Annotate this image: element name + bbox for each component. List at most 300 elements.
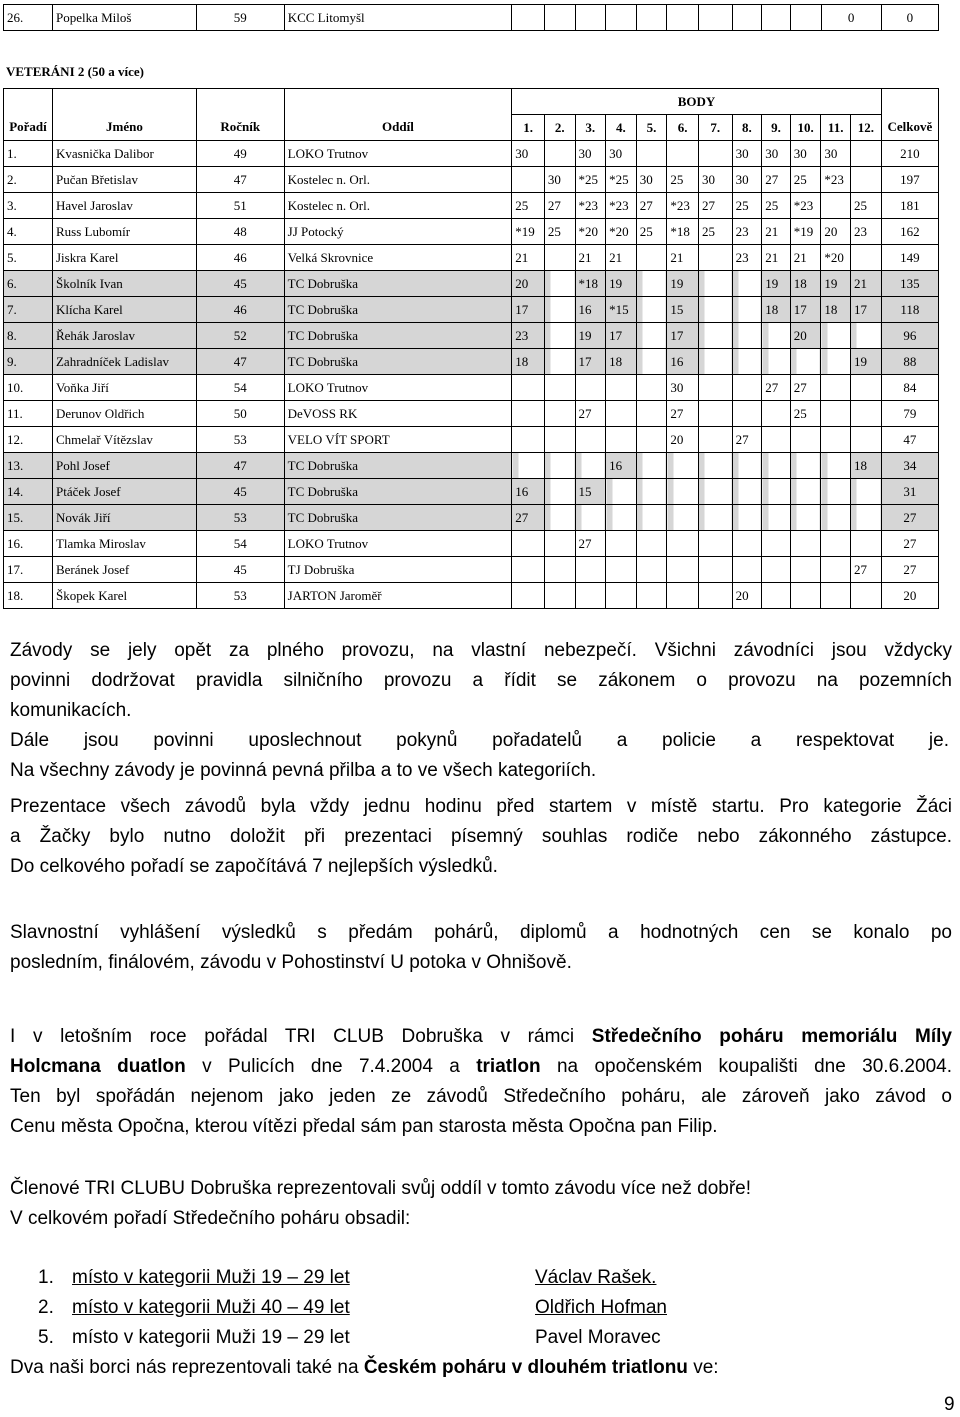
- cell-poradi: 18.: [4, 583, 53, 609]
- cell-celkem: 34: [881, 453, 938, 479]
- cell-oddil: TC Dobruška: [284, 323, 512, 349]
- cell-oddil: KCC Litomyšl: [284, 5, 512, 31]
- cell-points: [732, 375, 762, 401]
- category-title: VETERÁNI 2 (50 a více): [6, 64, 144, 79]
- cell-points: [698, 349, 732, 375]
- cell-points: 30: [575, 141, 606, 167]
- cell-points: [732, 5, 762, 31]
- table-row: [4, 297, 939, 323]
- cell-points: [732, 271, 762, 297]
- cell-jmeno: Pučan Břetislav: [52, 167, 196, 193]
- cell-celkem: 210: [881, 141, 938, 167]
- cell-points: [699, 5, 733, 31]
- cell-points: [790, 5, 821, 31]
- cell-poradi: 13.: [4, 453, 53, 479]
- cell-jmeno: Russ Lubomír: [52, 219, 196, 245]
- cell-points: 19: [575, 323, 606, 349]
- cell-celkem: 197: [881, 167, 938, 193]
- cell-jmeno: Ptáček Josef: [52, 479, 196, 505]
- table-header-top: [4, 89, 939, 115]
- table-row: [4, 427, 939, 453]
- table-row: [4, 323, 939, 349]
- cell-oddil: LOKO Trutnov: [284, 141, 512, 167]
- header-spacer: [284, 89, 512, 115]
- table-row: [4, 193, 939, 219]
- text-bold: Holcmana duatlon: [10, 1056, 186, 1077]
- cell-oddil: DeVOSS RK: [284, 401, 512, 427]
- column-header: 4.: [606, 115, 637, 141]
- cell-points: 0: [821, 5, 881, 31]
- cell-points: 19: [821, 271, 851, 297]
- cell-oddil: TC Dobruška: [284, 297, 512, 323]
- cell-points: [698, 271, 732, 297]
- cell-points: [732, 505, 762, 531]
- cell-points: 30: [606, 141, 637, 167]
- cell-rocnik: 48: [196, 219, 284, 245]
- cell-points: [698, 245, 732, 271]
- cell-points: [636, 401, 667, 427]
- cell-rocnik: 45: [196, 557, 284, 583]
- cell-points: [544, 375, 575, 401]
- cell-points: [606, 505, 637, 531]
- cell-rocnik: 51: [196, 193, 284, 219]
- cell-points: [698, 557, 732, 583]
- cell-points: [544, 557, 575, 583]
- cell-oddil: TC Dobruška: [284, 271, 512, 297]
- cell-points: 30: [732, 167, 762, 193]
- cell-celkem: 20: [881, 583, 938, 609]
- cell-points: 27: [850, 557, 881, 583]
- cell-points: [544, 349, 575, 375]
- cell-celkem: 135: [881, 271, 938, 297]
- cell-celkem: 118: [881, 297, 938, 323]
- body-title: BODY: [512, 89, 881, 115]
- table-row: [4, 271, 939, 297]
- cell-points: 20: [821, 219, 851, 245]
- cell-rocnik: 45: [196, 271, 284, 297]
- cell-points: [512, 531, 545, 557]
- cell-points: 30: [636, 167, 667, 193]
- cell-oddil: LOKO Trutnov: [284, 375, 512, 401]
- cell-jmeno: Voňka Jiří: [52, 375, 196, 401]
- cell-rocnik: 52: [196, 323, 284, 349]
- cell-points: [606, 583, 637, 609]
- cell-points: [790, 531, 821, 557]
- cell-rocnik: 53: [196, 583, 284, 609]
- list-category: místo v kategorii Muži 40 – 49 let: [72, 1297, 350, 1318]
- list-number: 1.: [38, 1267, 54, 1288]
- cell-points: [575, 557, 606, 583]
- cell-points: 27: [762, 167, 791, 193]
- cell-points: [821, 193, 851, 219]
- cell-points: 25: [762, 193, 791, 219]
- table-row: [4, 167, 939, 193]
- table-row: [4, 583, 939, 609]
- cell-points: [667, 531, 699, 557]
- cell-points: 27: [790, 375, 821, 401]
- cell-points: 30: [698, 167, 732, 193]
- paragraph-rules: [10, 636, 952, 786]
- cell-oddil: LOKO Trutnov: [284, 531, 512, 557]
- cell-points: [698, 479, 732, 505]
- column-header: 2.: [544, 115, 575, 141]
- column-header: 1.: [512, 115, 545, 141]
- cell-celkem: 27: [881, 505, 938, 531]
- cell-points: [512, 427, 545, 453]
- cell-points: [762, 453, 791, 479]
- cell-points: 20: [790, 323, 821, 349]
- cell-points: [698, 453, 732, 479]
- cell-points: [821, 479, 851, 505]
- cell-points: [732, 401, 762, 427]
- cell-points: [821, 427, 851, 453]
- list-item: [38, 1323, 938, 1353]
- cell-points: [850, 531, 881, 557]
- cell-points: [636, 323, 667, 349]
- cell-oddil: Kostelec n. Orl.: [284, 193, 512, 219]
- text-line: posledním, finálovém, závodu v Pohostinství U potoka v Ohnišově.: [10, 952, 572, 973]
- cell-oddil: TC Dobruška: [284, 453, 512, 479]
- cell-points: [732, 531, 762, 557]
- cell-points: [850, 401, 881, 427]
- cell-points: 17: [512, 297, 545, 323]
- cell-points: [544, 583, 575, 609]
- placements-list: [38, 1263, 938, 1353]
- cell-points: 18: [790, 271, 821, 297]
- cell-rocnik: 47: [196, 349, 284, 375]
- cell-points: [636, 141, 667, 167]
- cell-oddil: TC Dobruška: [284, 505, 512, 531]
- cell-points: [850, 583, 881, 609]
- cell-points: [636, 479, 667, 505]
- cell-points: 27: [575, 401, 606, 427]
- cell-points: [698, 141, 732, 167]
- cell-points: [821, 401, 851, 427]
- text-span: Dva naši borci nás reprezentovali také na: [10, 1357, 364, 1378]
- cell-jmeno: Škopek Karel: [52, 583, 196, 609]
- text-line: Prezentace všech závodů byla vždy jednu hodinu před startem v místě startu. Pro kategorie Žáci: [10, 796, 952, 817]
- cell-points: [636, 557, 667, 583]
- cell-points: [698, 375, 732, 401]
- cell-points: 21: [512, 245, 545, 271]
- header-spacer: [4, 89, 53, 115]
- cell-points: 19: [850, 349, 881, 375]
- cell-poradi: 2.: [4, 167, 53, 193]
- table-row: [4, 531, 939, 557]
- table-row: [4, 505, 939, 531]
- column-header: 7.: [698, 115, 732, 141]
- cell-points: 18: [762, 297, 791, 323]
- cell-points: [732, 557, 762, 583]
- cell-points: *23: [821, 167, 851, 193]
- cell-oddil: TC Dobruška: [284, 479, 512, 505]
- cell-points: 27: [698, 193, 732, 219]
- cell-points: [732, 323, 762, 349]
- cell-points: [790, 557, 821, 583]
- cell-poradi: 7.: [4, 297, 53, 323]
- cell-points: *23: [575, 193, 606, 219]
- cell-points: 27: [575, 531, 606, 557]
- cell-points: [732, 453, 762, 479]
- text-line: komunikacích.: [10, 700, 132, 721]
- cell-points: 25: [667, 167, 699, 193]
- cell-points: [850, 479, 881, 505]
- cell-celkem: 31: [881, 479, 938, 505]
- cell-points: *23: [667, 193, 699, 219]
- cell-points: [544, 323, 575, 349]
- cell-points: [790, 349, 821, 375]
- list-item: [38, 1263, 938, 1293]
- cell-points: 30: [512, 141, 545, 167]
- cell-points: [790, 427, 821, 453]
- cell-poradi: 1.: [4, 141, 53, 167]
- cell-points: [575, 583, 606, 609]
- cell-points: 25: [544, 219, 575, 245]
- header-spacer: [881, 89, 938, 115]
- list-category: místo v kategorii Muži 19 – 29 let: [72, 1327, 350, 1348]
- text-line: [10, 1022, 952, 1052]
- cell-points: *19: [512, 219, 545, 245]
- cell-points: 27: [544, 193, 575, 219]
- cell-rocnik: 49: [196, 141, 284, 167]
- cell-points: [698, 531, 732, 557]
- cell-points: [821, 375, 851, 401]
- cell-poradi: 6.: [4, 271, 53, 297]
- text-line: [10, 1052, 952, 1082]
- cell-points: 25: [512, 193, 545, 219]
- column-header: Ročník: [196, 115, 284, 141]
- cell-points: 18: [850, 453, 881, 479]
- cell-points: 17: [790, 297, 821, 323]
- cell-points: 30: [544, 167, 575, 193]
- cell-points: 25: [698, 219, 732, 245]
- cell-jmeno: Jiskra Karel: [52, 245, 196, 271]
- cell-points: [850, 141, 881, 167]
- table-header: [4, 115, 939, 141]
- cell-points: [790, 505, 821, 531]
- cell-poradi: 14.: [4, 479, 53, 505]
- cell-celkem: 0: [881, 5, 938, 31]
- cell-points: [544, 531, 575, 557]
- cell-points: 17: [850, 297, 881, 323]
- results-table: [3, 88, 939, 609]
- cell-oddil: JARTON Jaroměř: [284, 583, 512, 609]
- cell-points: 19: [762, 271, 791, 297]
- cell-points: [850, 323, 881, 349]
- cell-points: [512, 375, 545, 401]
- cell-celkem: 88: [881, 349, 938, 375]
- column-header: 9.: [762, 115, 791, 141]
- cell-points: 25: [790, 401, 821, 427]
- cell-points: 21: [790, 245, 821, 271]
- table-row: [4, 479, 939, 505]
- table-row: [4, 453, 939, 479]
- cell-points: 17: [606, 323, 637, 349]
- cell-points: *15: [606, 297, 637, 323]
- cell-points: 21: [762, 219, 791, 245]
- cell-points: [790, 479, 821, 505]
- text-line: Dále jsou povinni uposlechnout pokynů pořadatelů a policie a respektovat je.: [10, 730, 949, 751]
- cell-poradi: 8.: [4, 323, 53, 349]
- cell-points: 27: [732, 427, 762, 453]
- cell-points: 21: [575, 245, 606, 271]
- table-row: [4, 557, 939, 583]
- cell-poradi: 16.: [4, 531, 53, 557]
- cell-points: 16: [512, 479, 545, 505]
- paragraph-organizer: [10, 1022, 952, 1142]
- cell-points: *19: [790, 219, 821, 245]
- text-line: Do celkového pořadí se započítává 7 nejlepších výsledků.: [10, 856, 498, 877]
- list-athlete: Oldřich Hofman: [535, 1297, 667, 1318]
- cell-points: [732, 297, 762, 323]
- cell-points: [606, 557, 637, 583]
- cell-points: 23: [732, 219, 762, 245]
- cell-celkem: 96: [881, 323, 938, 349]
- cell-points: [732, 479, 762, 505]
- cell-points: [606, 427, 637, 453]
- cell-poradi: 3.: [4, 193, 53, 219]
- text-span: ve:: [687, 1357, 719, 1378]
- cell-points: 18: [821, 297, 851, 323]
- table-row: [4, 5, 939, 31]
- text-line: Členové TRI CLUBU Dobruška reprezentovali svůj oddíl v tomto závodu více než dobře!: [10, 1178, 752, 1199]
- cell-jmeno: Klícha Karel: [52, 297, 196, 323]
- cell-jmeno: Beránek Josef: [52, 557, 196, 583]
- table-row: [4, 141, 939, 167]
- column-header: 3.: [575, 115, 606, 141]
- cell-celkem: 84: [881, 375, 938, 401]
- text-line: Na všechny závody je povinná pevná přilba a to ve všech kategoriích.: [10, 760, 597, 781]
- cell-points: 25: [850, 193, 881, 219]
- cell-points: 30: [732, 141, 762, 167]
- text-span: v Pulicích dne 7.4.2004 a: [185, 1056, 477, 1077]
- cell-points: 21: [850, 271, 881, 297]
- cell-jmeno: Zahradníček Ladislav: [52, 349, 196, 375]
- cell-points: [821, 505, 851, 531]
- cell-points: [850, 427, 881, 453]
- cell-points: [636, 271, 667, 297]
- text-line: Cenu města Opočna, kterou vítězi předal sám pan starosta města Opočna pan Filip.: [10, 1116, 718, 1137]
- previous-category-last-row: [3, 4, 939, 31]
- cell-points: 20: [667, 427, 699, 453]
- cell-points: [762, 583, 791, 609]
- column-header: Oddíl: [284, 115, 512, 141]
- cell-points: *20: [606, 219, 637, 245]
- cell-points: 27: [636, 193, 667, 219]
- cell-rocnik: 47: [196, 453, 284, 479]
- text-bold: Středečního poháru memoriálu Míly: [591, 1026, 952, 1047]
- cell-celkem: 162: [881, 219, 938, 245]
- cell-poradi: 11.: [4, 401, 53, 427]
- paragraph-long-triathlon: [10, 1353, 952, 1383]
- cell-points: [544, 245, 575, 271]
- cell-celkem: 149: [881, 245, 938, 271]
- cell-points: [575, 375, 606, 401]
- cell-points: [667, 505, 699, 531]
- cell-points: [512, 167, 545, 193]
- cell-points: [667, 453, 699, 479]
- cell-oddil: TJ Dobruška: [284, 557, 512, 583]
- cell-points: [821, 531, 851, 557]
- cell-points: [667, 5, 699, 31]
- cell-points: 25: [636, 219, 667, 245]
- paragraph-registration: [10, 792, 952, 882]
- column-header: 6.: [667, 115, 699, 141]
- text-line: [10, 1353, 952, 1383]
- cell-points: [575, 427, 606, 453]
- cell-jmeno: Pohl Josef: [52, 453, 196, 479]
- cell-celkem: 181: [881, 193, 938, 219]
- cell-rocnik: 46: [196, 297, 284, 323]
- cell-points: *20: [575, 219, 606, 245]
- cell-points: [850, 167, 881, 193]
- cell-points: [636, 349, 667, 375]
- cell-rocnik: 54: [196, 531, 284, 557]
- column-header: 10.: [790, 115, 821, 141]
- cell-poradi: 4.: [4, 219, 53, 245]
- cell-points: [544, 453, 575, 479]
- cell-points: 23: [850, 219, 881, 245]
- cell-points: 23: [732, 245, 762, 271]
- cell-points: [850, 375, 881, 401]
- list-number: 2.: [38, 1297, 54, 1318]
- cell-points: [698, 583, 732, 609]
- column-header: Celkově: [881, 115, 938, 141]
- cell-points: [762, 323, 791, 349]
- cell-rocnik: 54: [196, 375, 284, 401]
- list-item: [38, 1293, 938, 1323]
- cell-jmeno: Havel Jaroslav: [52, 193, 196, 219]
- cell-points: 25: [732, 193, 762, 219]
- cell-points: 16: [575, 297, 606, 323]
- cell-points: [790, 583, 821, 609]
- cell-poradi: 26.: [4, 5, 53, 31]
- text-line: Ten byl spořádán nejenom jako jeden ze závodů Středečního poháru, ale zároveň jako závod o: [10, 1086, 952, 1107]
- cell-points: [636, 375, 667, 401]
- cell-points: 21: [667, 245, 699, 271]
- cell-points: [544, 427, 575, 453]
- list-athlete: Pavel Moravec: [535, 1327, 661, 1348]
- paragraph-ceremony: [10, 918, 952, 978]
- cell-points: [544, 5, 575, 31]
- cell-points: *25: [606, 167, 637, 193]
- cell-points: [544, 297, 575, 323]
- cell-points: [698, 505, 732, 531]
- cell-points: [544, 479, 575, 505]
- cell-points: [606, 531, 637, 557]
- cell-rocnik: 50: [196, 401, 284, 427]
- table-row: [4, 245, 939, 271]
- cell-poradi: 10.: [4, 375, 53, 401]
- cell-points: [575, 453, 606, 479]
- cell-points: [544, 271, 575, 297]
- cell-points: [667, 141, 699, 167]
- column-header: 11.: [821, 115, 851, 141]
- cell-points: 17: [667, 323, 699, 349]
- cell-points: [732, 349, 762, 375]
- cell-points: [698, 297, 732, 323]
- cell-points: [544, 141, 575, 167]
- cell-points: [636, 531, 667, 557]
- cell-points: [636, 297, 667, 323]
- cell-points: [850, 505, 881, 531]
- cell-points: [762, 427, 791, 453]
- cell-points: [606, 375, 637, 401]
- cell-points: [512, 401, 545, 427]
- cell-points: *20: [821, 245, 851, 271]
- cell-jmeno: Chmelař Vítězslav: [52, 427, 196, 453]
- cell-points: 15: [667, 297, 699, 323]
